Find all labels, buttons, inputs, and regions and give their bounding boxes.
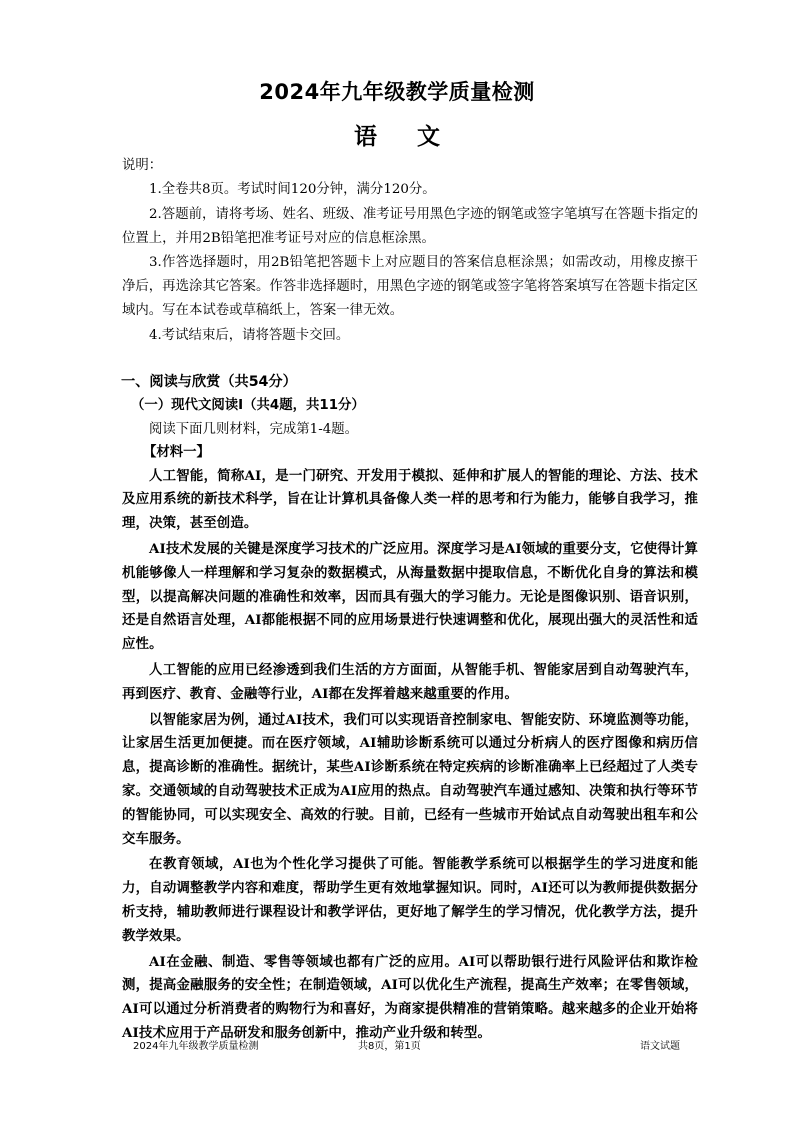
section-heading: 一、阅读与欣赏（共54分） (121, 373, 297, 390)
subsection-heading: （一）现代文阅读Ⅰ（共4题，共11分） (131, 397, 365, 413)
instructions (122, 154, 698, 348)
article-paragraph: AI技术发展的关键是深度学习技术的广泛应用。深度学习是AI领域的重要分支，它使得计算机能够像人一样理解和学习复杂的数据模式，从海量数据中提取信息，不断优化自身的算法和模型，以提高解决问题的准确性和效率，因而具有强大的学习能力。无论是图像识别、语音识别，还是自然语言处理，AI都能根据不同的应用场景进行快速调整和优化，展现出强大的灵活性和适应性。 (122, 540, 698, 653)
article-paragraph: 在教育领域，AI也为个性化学习提供了可能。智能教学系统可以根据学生的学习进度和能力，自动调整教学内容和难度，帮助学生更有效地掌握知识。同时，AI还可以为教师提供数据分析支持，辅助教师进行课程设计和教学评估，更好地了解学生的学习情况，优化教学方法，提升教学效果。 (122, 856, 698, 944)
footer-page-number: 共8页，第1页 (358, 1041, 421, 1052)
article-paragraph: 人工智能，简称AI，是一门研究、开发用于模拟、延伸和扩展人的智能的理论、方法、技术及应用系统的新技术科学，旨在让计算机具备像人类一样的思考和行为能力，能够自我学习，推理，决策，甚至创造。 (122, 467, 698, 532)
material-label: 【材料一】 (143, 444, 210, 460)
footer-subject: 语文试题 (640, 1041, 680, 1052)
page-body (122, 154, 698, 1046)
footer-exam-name: 2024年九年级教学质量检测 (133, 1041, 259, 1052)
task-instruction: 阅读下面几则材料，完成第1-4题。 (149, 421, 359, 437)
instruction-item: 4.考试结束后，请将答题卡交回。 (149, 327, 350, 343)
article-paragraph: 以智能家居为例，通过AI技术，我们可以实现语音控制家电、智能安防、环境监测等功能，让家居生活更加便捷。而在医疗领域，AI辅助诊断系统可以通过分析病人的医疗图像和病历信息，提高诊断的准确性。据统计，某些AI诊断系统在特定疾病的诊断准确率上已经超过了人类专家。交通领域的自动驾驶技术正成为AI应用的热点。自动驾驶汽车通过感知、决策和执行等环节的智能协同，可以实现安全、高效的行驶。目前，已经有一些城市开始试点自动驾驶出租车和公交车服务。 (122, 711, 698, 847)
instructions-label: 说明： (122, 158, 163, 173)
instruction-item: 1.全卷共8页。考试时间120分钟，满分120分。 (149, 182, 436, 197)
instruction-item: 2.答题前，请将考场、姓名、班级、准考证号用黑色字迹的钢笔或签字笔填写在答题卡指定的位置上，并用2B铅笔把准考证号对应的信息框涂黑。 (122, 206, 698, 246)
subject-title: 语文 (354, 124, 480, 150)
article-paragraph: AI在金融、制造、零售等领域也都有广泛的应用。AI可以帮助银行进行风险评估和欺诈检测，提高金融服务的安全性；在制造领域，AI可以优化生产流程，提高生产效率；在零售领域，AI可以通过分析消费者的购物行为和喜好，为商家提供精准的营销策略。越来越多的企业开始将AI技术应用于产品研发和服务创新中，推动产业升级和转型。 (122, 953, 698, 1041)
article (122, 465, 698, 1046)
instruction-item: 3.作答选择题时，用2B铅笔把答题卡上对应题目的答案信息框涂黑；如需改动，用橡皮擦干净后，再选涂其它答案。作答非选择题时，用黑色字迹的钢笔或签字笔将答案填写在答题卡指定区域内。写在本试卷或草稿纸上，答案一律无效。 (122, 255, 698, 318)
article-paragraph: 人工智能的应用已经渗透到我们生活的方方面面，从智能手机、智能家居到自动驾驶汽车，再到医疗、教育、金融等行业，AI都在发挥着越来越重要的作用。 (122, 661, 698, 702)
exam-title: 2024年九年级教学质量检测 (259, 80, 535, 104)
